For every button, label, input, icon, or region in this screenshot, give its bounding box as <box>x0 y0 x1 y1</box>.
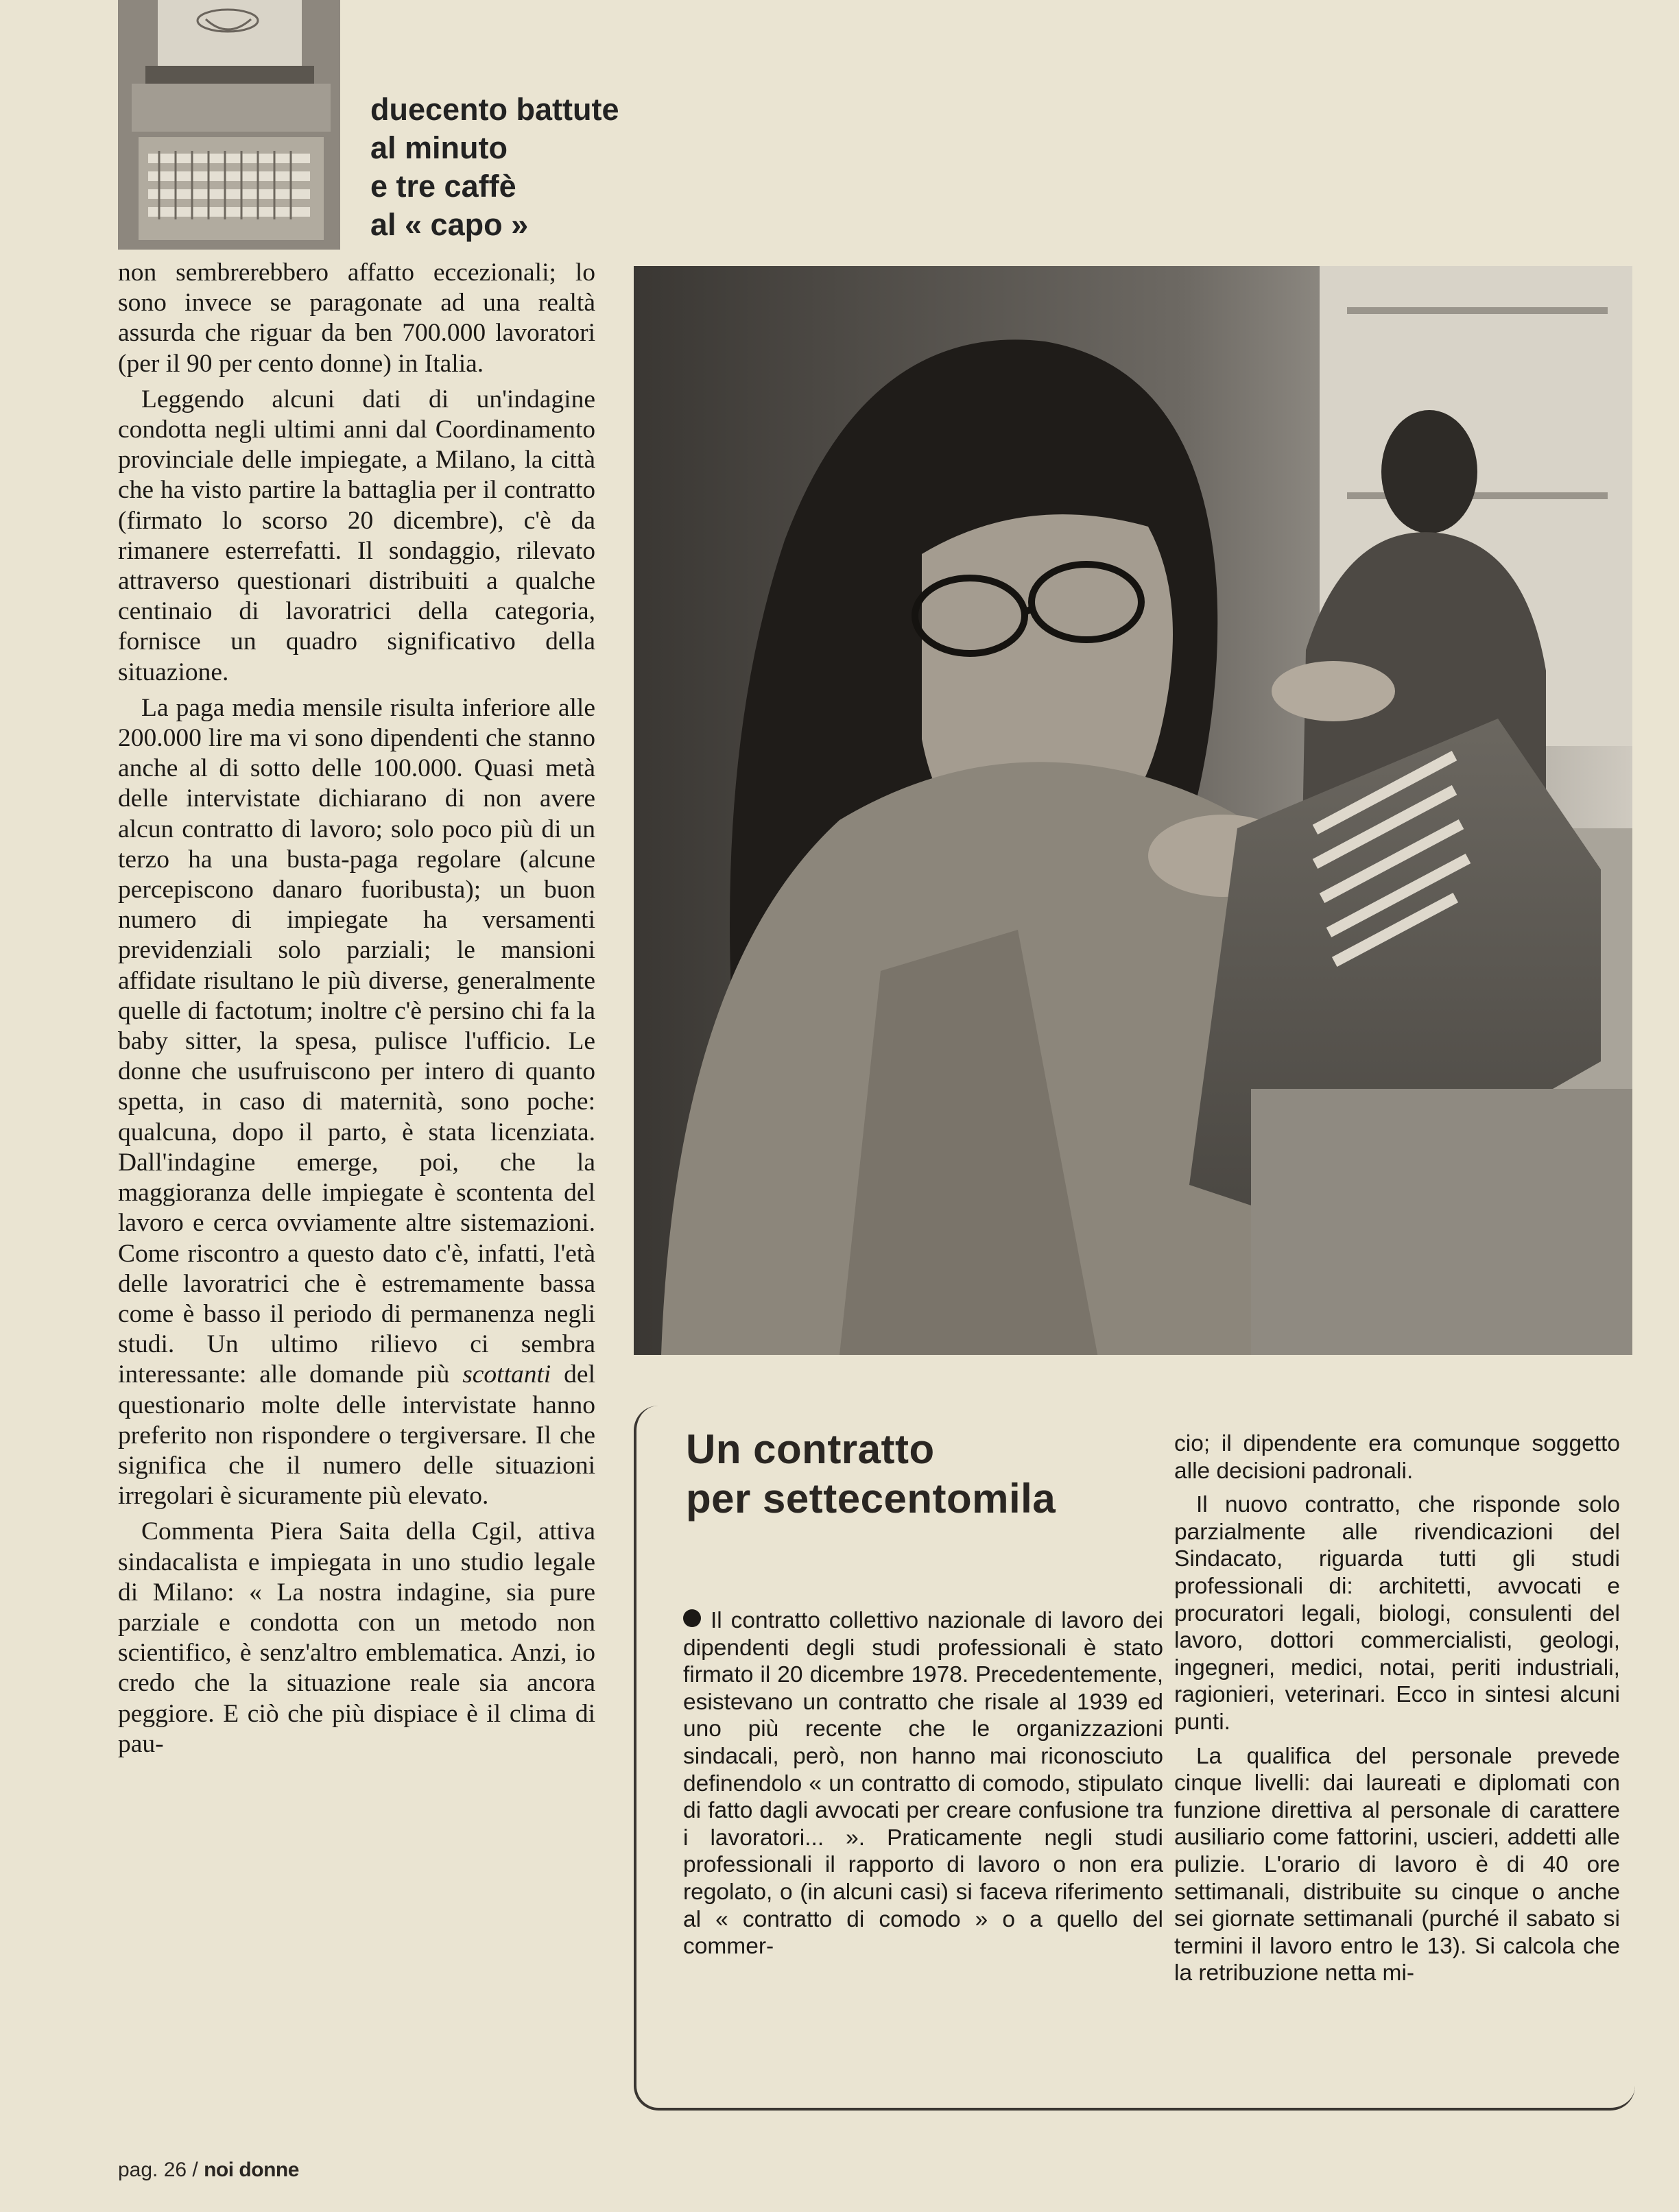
bullet-icon <box>683 1609 701 1627</box>
paragraph: La paga media mensile risulta inferiore alle 200.000 lire ma vi sono dipendenti che stanno anche al di sotto delle 100.000. Quasi metà delle intervistate dichiarano di non avere alcun contratto di lavoro; solo poco più di un terzo ha una busta-paga regolare (alcune percepiscono danaro fuoribusta); un buon numero di impiegate ha versamenti previdenziali solo parziali; le mansioni affidate risultano le più diverse, generalmente quelle di factotum; inoltre c'è persino chi fa la baby sitter, la spesa, pulisce l'ufficio. Le donne che usufruiscono per intero di quanto spetta, in caso di maternità, sono poche: qualcuna, dopo il parto, è stata licenziata. Dall'indagine emerge, poi, che la maggioranza delle impiegate è scontenta del lavoro e cerca ovviamente altre sistemazioni. Come riscontro a questo dato c'è, infatti, l'età delle lavoratrici che è estremamente bassa come è basso il periodo di permanenza negli studi. Un ultimo rilievo ci sembra interessante: alle domande più scottanti del questionario molte delle intervistate hanno preferito non rispondere o tergiversare. Il che significa che il numero delle situazioni irregolari è sicuramente più elevato. <box>118 693 595 1511</box>
headline-line: duecento battute <box>370 92 619 127</box>
box-column-1 <box>683 1607 1163 1967</box>
page-number: pag. 26 / <box>118 2159 198 2181</box>
typewriter-photo <box>118 0 340 250</box>
headline-line: al « capo » <box>370 207 529 242</box>
paragraph: Il nuovo contratto, che risponde solo parzialmente alle rivendicazioni del Sindacato, riguarda tutti gli studi professionali di: architetti, avvocati e procuratori legali, biologi, consulenti del lavoro, dottori commercialisti, geologi, ingegneri, medici, notai, periti industriali, ragionieri, veterinari. Ecco in sintesi alcuni punti. <box>1174 1492 1620 1735</box>
headline-line: e tre caffè <box>370 169 516 204</box>
italic-word: scottanti <box>462 1360 551 1389</box>
typist-photo <box>634 266 1632 1355</box>
box-title-line: Un contratto <box>686 1426 935 1472</box>
headline-line: al minuto <box>370 130 508 165</box>
box-title-line: per settecentomila <box>686 1476 1056 1522</box>
box-title <box>686 1425 1152 1524</box>
box-column-2 <box>1174 1430 1620 1994</box>
article-left-column <box>118 258 595 1765</box>
paragraph: La qualifica del personale prevede cinque livelli: dai laureati e diplomati con funzione direttiva al personale di carattere ausiliario come fattorini, uscieri, addetti alle pulizie. L'orario di lavoro è di 40 ore settimanali, distribuite su cinque o anche sei giornate settimanali (purché il sabato si termini il lavoro entro le 13). Si calcola che la retribuzione netta mi- <box>1174 1743 1620 1986</box>
paragraph: Commenta Piera Saita della Cgil, attiva sindacalista e impiegata in uno studio legale di Milano: « La nostra indagine, sia pure parziale e condotta con un metodo non scientifico, è senz'altro emblematica. Anzi, io credo che la situazione reale sia ancora peggiore. E ciò che più dispiace è il clima di pau- <box>118 1517 595 1758</box>
page-footer <box>118 2159 299 2182</box>
paragraph: non sembrerebbero affatto eccezionali; lo sono invece se paragonate ad una realtà assurda che riguar da ben 700.000 lavoratori (per il 90 per cento donne) in Italia. <box>118 259 595 378</box>
paragraph: Il contratto collettivo nazionale di lavoro dei dipendenti degli studi professionali è stato firmato il 20 dicembre 1978. Precedentemente, esistevano un contratto che risale al 1939 ed uno più recente che le organizzazioni sindacali, però, non hanno mai riconosciuto definendolo « un contratto di comodo, stipulato di fatto dagli avvocati per creare confusione tra i lavoratori... ». Praticamente negli studi professionali il rapporto di lavoro o non era regolato, o (in alcuni casi) si faceva riferimento al « contratto di comodo » o a quello del commer- <box>683 1608 1163 1960</box>
magazine-logo: noi donne <box>204 2159 299 2181</box>
paragraph: cio; il dipendente era comunque soggetto alle decisioni padronali. <box>1174 1431 1620 1484</box>
paragraph: Leggendo alcuni dati di un'indagine condotta negli ultimi anni dal Coordinamento provinciale delle impiegate, a Milano, la città che ha visto partire la battaglia per il contratto (firmato lo scorso 20 dicembre), c'è da rimanere esterrefatti. Il sondaggio, rilevato attraverso questionari distribuiti a qualche centinaio di lavoratrici della categoria, fornisce un quadro significativo della situazione. <box>118 385 595 686</box>
headline <box>370 91 672 244</box>
